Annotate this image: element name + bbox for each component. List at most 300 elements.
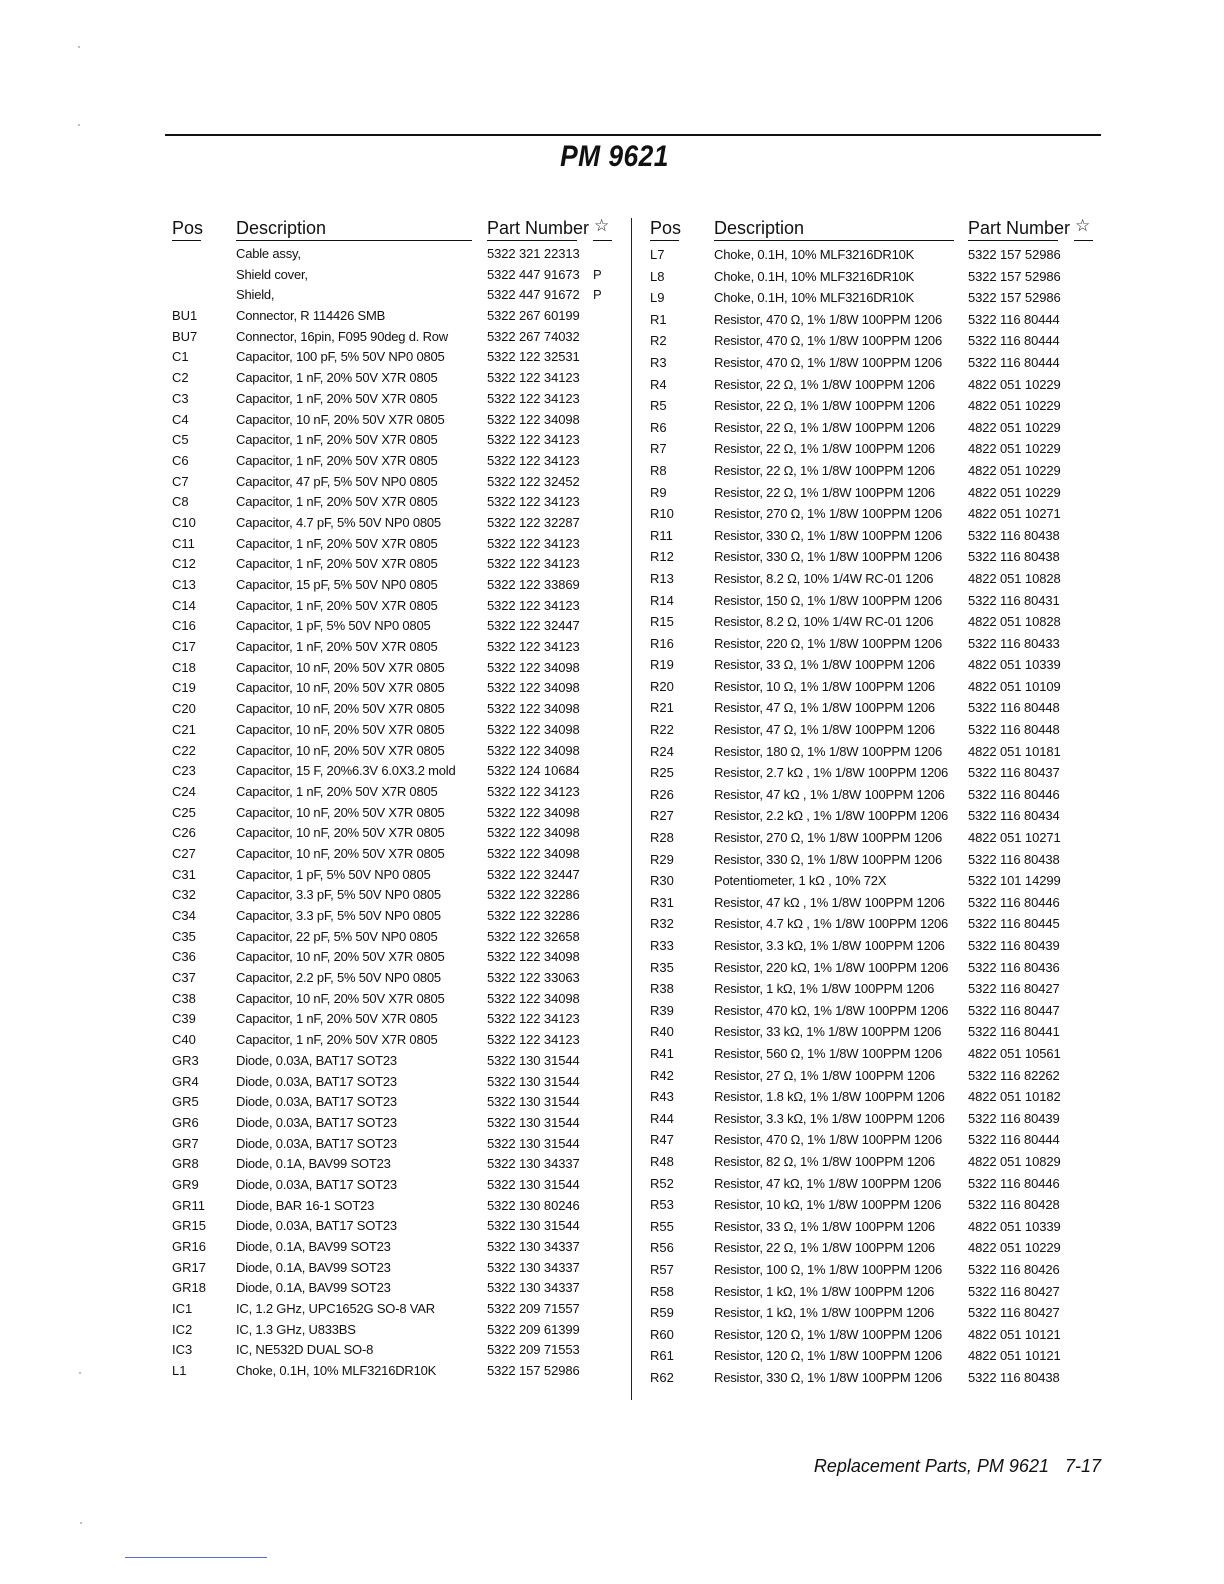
header-underline	[714, 240, 954, 241]
pos-cell: C20	[172, 701, 196, 717]
part-number-cell: 5322 116 80439	[968, 1110, 1060, 1126]
table-row	[172, 1299, 624, 1320]
part-number-cell: 5322 122 32658	[487, 928, 580, 944]
pos-cell: C17	[172, 639, 196, 655]
scan-speck	[80, 1522, 82, 1524]
top-rule	[165, 134, 1101, 136]
part-number-cell: 5322 122 32531	[487, 349, 580, 365]
part-number-cell: 5322 122 33869	[487, 577, 580, 592]
bottom-link-line	[125, 1557, 267, 1558]
part-number-cell: 5322 116 80438	[968, 527, 1060, 543]
table-row	[172, 554, 624, 575]
table-row	[172, 678, 624, 699]
pos-cell: C40	[172, 1032, 196, 1048]
part-number-cell: 5322 116 80444	[968, 354, 1060, 370]
pos-cell: GR16	[172, 1239, 206, 1254]
table-row	[650, 611, 1102, 633]
part-number-cell: 5322 130 31544	[487, 1094, 580, 1110]
pos-cell: C6	[172, 452, 189, 468]
table-row	[650, 287, 1102, 309]
description-cell: Capacitor, 3.3 pF, 5% 50V NP0 0805	[236, 887, 441, 903]
description-cell: Capacitor, 100 pF, 5% 50V NP0 0805	[236, 349, 445, 365]
part-number-cell: 5322 116 80431	[968, 592, 1060, 608]
table-row	[650, 1065, 1102, 1087]
pos-cell: C34	[172, 908, 196, 923]
pos-cell: C35	[172, 928, 196, 944]
table-row	[172, 1009, 624, 1030]
parts-table-right	[650, 216, 1102, 1388]
part-number-cell: 5322 122 34098	[487, 804, 580, 820]
header-underline	[968, 240, 1058, 241]
description-cell: Capacitor, 10 nF, 20% 50V X7R 0805	[236, 721, 445, 737]
table-row	[172, 596, 624, 617]
part-number-cell: 5322 130 31544	[487, 1114, 580, 1130]
table-row	[172, 1196, 624, 1217]
part-number-cell: 5322 116 82262	[968, 1067, 1060, 1083]
description-cell: Resistor, 47 kΩ , 1% 1/8W 100PPM 1206	[714, 786, 945, 802]
header-description: Description	[714, 218, 805, 238]
part-number-cell: 5322 116 80434	[968, 808, 1060, 824]
part-number-cell: 5322 130 34337	[487, 1239, 580, 1254]
table-row	[650, 1367, 1102, 1389]
right-rows	[650, 244, 1102, 1388]
pos-cell: R30	[650, 873, 674, 889]
table-row	[650, 1000, 1102, 1022]
pos-cell: R22	[650, 722, 674, 738]
pos-cell: GR17	[172, 1259, 206, 1275]
part-number-cell: 5322 122 34123	[487, 639, 580, 655]
pos-cell: GR4	[172, 1073, 199, 1089]
part-number-cell: 5322 130 31544	[487, 1052, 580, 1068]
table-row	[172, 865, 624, 886]
description-cell: Capacitor, 10 nF, 20% 50V X7R 0805	[236, 949, 445, 965]
part-number-cell: 5322 209 61399	[487, 1321, 580, 1337]
table-row	[172, 430, 624, 451]
description-cell: Choke, 0.1H, 10% MLF3216DR10K	[236, 1363, 437, 1379]
pos-cell: R5	[650, 398, 667, 414]
table-row	[172, 347, 624, 368]
description-cell: Capacitor, 2.2 pF, 5% 50V NP0 0805	[236, 970, 441, 986]
part-number-cell: 5322 122 34098	[487, 845, 580, 861]
pos-cell: C36	[172, 949, 196, 965]
description-cell: Resistor, 33 Ω, 1% 1/8W 100PPM 1206	[714, 1218, 935, 1234]
table-row	[172, 844, 624, 865]
part-number-cell: 5322 116 80448	[968, 700, 1060, 716]
table-row	[650, 1216, 1102, 1238]
parts-table-left	[172, 216, 624, 1382]
pos-cell: BU1	[172, 308, 198, 324]
pos-cell: L9	[650, 290, 665, 306]
pos-cell: L8	[650, 268, 665, 284]
pos-cell: C11	[172, 535, 195, 551]
description-cell: Diode, 0.1A, BAV99 SOT23	[236, 1280, 391, 1296]
pos-cell: GR18	[172, 1280, 206, 1296]
table-row	[650, 697, 1102, 719]
description-cell: Resistor, 22 Ω, 1% 1/8W 100PPM 1206	[714, 484, 935, 500]
pos-cell: IC1	[172, 1301, 193, 1317]
description-cell: Connector, 16pin, F095 90deg d. Row	[236, 328, 448, 344]
table-row	[650, 525, 1102, 547]
part-number-cell: 5322 116 80438	[968, 851, 1060, 867]
table-row	[650, 957, 1102, 979]
table-row	[172, 927, 624, 948]
part-number-cell: 5322 157 52986	[968, 268, 1061, 284]
table-row	[650, 590, 1102, 612]
table-row	[650, 676, 1102, 698]
pos-cell: C12	[172, 556, 196, 572]
pos-cell: R12	[650, 549, 674, 565]
table-row	[172, 1113, 624, 1134]
description-cell: Diode, 0.03A, BAT17 SOT23	[236, 1094, 397, 1110]
description-cell: Diode, 0.1A, BAV99 SOT23	[236, 1259, 391, 1275]
description-cell: Resistor, 22 Ω, 1% 1/8W 100PPM 1206	[714, 419, 935, 435]
table-row	[172, 699, 624, 720]
pos-cell: R60	[650, 1326, 674, 1342]
table-row	[650, 1259, 1102, 1281]
part-number-cell: 5322 116 80438	[968, 1369, 1060, 1385]
part-number-cell: 5322 122 34123	[487, 1011, 580, 1027]
pos-cell: C5	[172, 432, 189, 448]
part-number-cell: 4822 051 10229	[968, 484, 1061, 500]
description-cell: Resistor, 22 Ω, 1% 1/8W 100PPM 1206	[714, 376, 935, 392]
table-row	[172, 1258, 624, 1279]
part-number-cell: 5322 130 31544	[487, 1218, 580, 1234]
pos-cell: R3	[650, 354, 667, 370]
description-cell: Resistor, 22 Ω, 1% 1/8W 100PPM 1206	[714, 462, 935, 478]
pos-cell: C10	[172, 514, 196, 530]
table-row	[650, 978, 1102, 1000]
pos-cell: C21	[172, 721, 196, 737]
part-number-cell: 5322 122 34098	[487, 701, 580, 717]
description-cell: Capacitor, 1 nF, 20% 50V X7R 0805	[236, 390, 438, 406]
table-row	[172, 1320, 624, 1341]
table-row	[172, 1051, 624, 1072]
description-cell: Capacitor, 1 nF, 20% 50V X7R 0805	[236, 639, 438, 655]
description-cell: Resistor, 330 Ω, 1% 1/8W 100PPM 1206	[714, 549, 942, 565]
pos-cell: R28	[650, 830, 674, 846]
part-number-cell: 4822 051 10271	[968, 830, 1061, 846]
part-number-cell: 5322 122 34098	[487, 825, 580, 841]
header-underline	[172, 240, 201, 241]
part-number-cell: 4822 051 10109	[968, 678, 1061, 694]
description-cell: Choke, 0.1H, 10% MLF3216DR10K	[714, 247, 915, 262]
part-number-cell: 5322 116 80448	[968, 722, 1060, 738]
description-cell: Capacitor, 15 pF, 5% 50V NP0 0805	[236, 577, 438, 592]
table-row	[172, 451, 624, 472]
pos-cell: R27	[650, 808, 674, 824]
part-number-cell: 4822 051 10561	[968, 1045, 1061, 1061]
description-cell: Resistor, 330 Ω, 1% 1/8W 100PPM 1206	[714, 851, 942, 867]
table-row	[172, 492, 624, 513]
table-row	[172, 947, 624, 968]
table-row	[172, 1278, 624, 1299]
pos-cell: R58	[650, 1283, 674, 1299]
part-number-cell: 5322 122 34123	[487, 535, 580, 551]
part-number-cell: 5322 209 71553	[487, 1342, 580, 1358]
description-cell: Resistor, 47 kΩ , 1% 1/8W 100PPM 1206	[714, 894, 945, 910]
table-row	[650, 546, 1102, 568]
header-underline	[1074, 240, 1093, 241]
description-cell: Capacitor, 22 pF, 5% 50V NP0 0805	[236, 928, 438, 944]
description-cell: Resistor, 10 Ω, 1% 1/8W 100PPM 1206	[714, 678, 935, 694]
pos-cell: R20	[650, 678, 674, 694]
part-number-cell: 5322 116 80446	[968, 786, 1060, 802]
part-number-cell: 4822 051 10229	[968, 1240, 1061, 1256]
part-number-cell: 5322 116 80427	[968, 1283, 1060, 1299]
part-number-cell: 5322 116 80438	[968, 549, 1060, 565]
part-number-cell: 4822 051 10829	[968, 1153, 1061, 1169]
part-number-cell: 5322 122 34098	[487, 411, 580, 427]
part-number-cell: 5322 116 80446	[968, 1175, 1060, 1191]
table-row	[650, 330, 1102, 352]
header-underline	[593, 240, 612, 241]
part-number-cell: 5322 116 80446	[968, 894, 1060, 910]
pos-cell: R33	[650, 938, 674, 953]
pos-cell: GR7	[172, 1135, 199, 1151]
part-number-cell: 5322 267 74032	[487, 328, 580, 344]
description-cell: Capacitor, 1 nF, 20% 50V X7R 0805	[236, 597, 438, 613]
description-cell: Resistor, 4.7 kΩ , 1% 1/8W 100PPM 1206	[714, 916, 949, 932]
part-number-cell: 5322 122 32287	[487, 514, 580, 530]
table-row	[172, 575, 624, 596]
part-number-cell: 5322 122 34123	[487, 783, 580, 799]
part-number-cell: 5322 122 34123	[487, 597, 580, 613]
table-row	[650, 892, 1102, 914]
pos-cell: C14	[172, 597, 196, 613]
part-number-cell: 4822 051 10339	[968, 1218, 1061, 1234]
part-number-cell: 5322 116 80427	[968, 1305, 1060, 1321]
pos-cell: R15	[650, 614, 674, 630]
pos-cell: GR11	[172, 1197, 205, 1213]
table-row	[650, 460, 1102, 482]
pos-cell: R32	[650, 916, 674, 932]
part-number-cell: 5322 122 32286	[487, 908, 580, 923]
pos-cell: GR3	[172, 1052, 199, 1068]
pos-cell: GR15	[172, 1218, 206, 1234]
table-row	[650, 913, 1102, 935]
pos-cell: R39	[650, 1002, 674, 1018]
part-number-cell: 5322 122 34098	[487, 949, 580, 965]
description-cell: Capacitor, 1 pF, 5% 50V NP0 0805	[236, 866, 431, 882]
description-cell: Capacitor, 10 nF, 20% 50V X7R 0805	[236, 804, 445, 820]
description-cell: Resistor, 3.3 kΩ, 1% 1/8W 100PPM 1206	[714, 938, 945, 953]
table-row	[172, 1154, 624, 1175]
part-number-cell: 4822 051 10229	[968, 398, 1061, 414]
table-row	[650, 633, 1102, 655]
part-number-cell: 5322 122 34123	[487, 452, 580, 468]
description-cell: Resistor, 47 Ω, 1% 1/8W 100PPM 1206	[714, 722, 935, 738]
part-number-cell: 5322 116 80444	[968, 1132, 1060, 1148]
part-number-cell: 5322 122 34098	[487, 659, 580, 675]
footer-text: Replacement Parts, PM 9621	[813, 1456, 1049, 1476]
part-number-cell: 5322 116 80445	[968, 916, 1060, 932]
pos-cell: R16	[650, 635, 674, 651]
table-row	[650, 654, 1102, 676]
pos-cell: R53	[650, 1197, 674, 1213]
table-row	[172, 265, 624, 286]
pos-cell: R41	[650, 1045, 674, 1061]
description-cell: Capacitor, 1 pF, 5% 50V NP0 0805	[236, 618, 431, 634]
table-row	[172, 741, 624, 762]
description-cell: Diode, 0.1A, BAV99 SOT23	[236, 1239, 391, 1254]
pos-cell: R57	[650, 1261, 674, 1277]
table-row	[172, 906, 624, 927]
description-cell: Shield cover,	[236, 266, 308, 282]
description-cell: Capacitor, 1 nF, 20% 50V X7R 0805	[236, 1032, 438, 1048]
description-cell: IC, NE532D DUAL SO-8	[236, 1342, 374, 1358]
pos-cell: R43	[650, 1089, 674, 1105]
part-number-cell: 5322 124 10684	[487, 763, 580, 779]
table-row	[172, 803, 624, 824]
description-cell: Capacitor, 1 nF, 20% 50V X7R 0805	[236, 783, 438, 799]
table-row	[172, 472, 624, 493]
description-cell: Choke, 0.1H, 10% MLF3216DR10K	[714, 290, 915, 306]
table-row	[650, 1302, 1102, 1324]
table-row	[650, 352, 1102, 374]
part-number-cell: 5322 116 80447	[968, 1002, 1060, 1018]
part-number-cell: 5322 122 34123	[487, 432, 580, 448]
pos-cell: R59	[650, 1305, 674, 1321]
part-number-cell: 4822 051 10181	[968, 743, 1061, 759]
table-row	[650, 827, 1102, 849]
part-number-cell: 4822 051 10121	[968, 1326, 1061, 1342]
description-cell: Capacitor, 47 pF, 5% 50V NP0 0805	[236, 473, 438, 489]
header-pos: Pos	[172, 218, 204, 238]
pos-cell: R2	[650, 333, 667, 349]
description-cell: Resistor, 470 Ω, 1% 1/8W 100PPM 1206	[714, 354, 942, 370]
table-row	[650, 1237, 1102, 1259]
table-row	[172, 368, 624, 389]
pos-cell: C16	[172, 618, 196, 634]
pos-cell: IC2	[172, 1321, 193, 1337]
description-cell: Resistor, 33 Ω, 1% 1/8W 100PPM 1206	[714, 657, 935, 673]
description-cell: Capacitor, 1 nF, 20% 50V X7R 0805	[236, 494, 438, 510]
description-cell: Resistor, 220 Ω, 1% 1/8W 100PPM 1206	[714, 635, 942, 651]
description-cell: Resistor, 82 Ω, 1% 1/8W 100PPM 1206	[714, 1153, 935, 1169]
part-number-cell: 4822 051 10229	[968, 419, 1061, 435]
part-number-cell: 5322 116 80428	[968, 1197, 1060, 1213]
description-cell: Capacitor, 4.7 pF, 5% 50V NP0 0805	[236, 514, 441, 530]
flag-cell: P	[593, 287, 602, 303]
pos-cell: R31	[650, 894, 674, 910]
pos-cell: R9	[650, 484, 667, 500]
description-cell: Resistor, 120 Ω, 1% 1/8W 100PPM 1206	[714, 1348, 942, 1364]
description-cell: Capacitor, 3.3 pF, 5% 50V NP0 0805	[236, 908, 441, 923]
pos-cell: C4	[172, 411, 189, 427]
table-row	[650, 1324, 1102, 1346]
table-row	[172, 885, 624, 906]
table-row	[650, 374, 1102, 396]
scan-speck	[78, 124, 80, 126]
description-cell: Resistor, 120 Ω, 1% 1/8W 100PPM 1206	[714, 1326, 942, 1342]
pos-cell: C32	[172, 887, 196, 903]
part-number-cell: 5322 130 34337	[487, 1259, 580, 1275]
description-cell: Resistor, 33 kΩ, 1% 1/8W 100PPM 1206	[714, 1024, 942, 1040]
pos-cell: R61	[650, 1348, 674, 1364]
table-row	[172, 1175, 624, 1196]
part-number-cell: 5322 122 32447	[487, 618, 580, 634]
table-row	[172, 658, 624, 679]
table-row	[650, 762, 1102, 784]
left-rows	[172, 244, 624, 1382]
header-description: Description	[236, 218, 327, 238]
description-cell: Diode, 0.03A, BAT17 SOT23	[236, 1114, 397, 1130]
description-cell: Capacitor, 1 nF, 20% 50V X7R 0805	[236, 432, 438, 448]
pos-cell: R21	[650, 700, 674, 716]
description-cell: Potentiometer, 1 kΩ , 10% 72X	[714, 873, 887, 889]
table-row	[172, 968, 624, 989]
description-cell: Resistor, 8.2 Ω, 10% 1/4W RC-01 1206	[714, 614, 934, 630]
pos-cell: R56	[650, 1240, 674, 1256]
pos-cell: GR6	[172, 1114, 199, 1130]
header-underline	[650, 240, 679, 241]
part-number-cell: 4822 051 10828	[968, 570, 1061, 586]
pos-cell: C7	[172, 473, 189, 489]
table-row	[172, 637, 624, 658]
table-row	[172, 1092, 624, 1113]
description-cell: Resistor, 22 Ω, 1% 1/8W 100PPM 1206	[714, 398, 935, 414]
table-row	[650, 1021, 1102, 1043]
table-row	[172, 989, 624, 1010]
table-row	[172, 327, 624, 348]
pos-cell: R11	[650, 527, 673, 543]
part-number-cell: 5322 122 34098	[487, 742, 580, 758]
part-number-cell: 5322 157 52986	[487, 1363, 580, 1379]
part-number-cell: 5322 122 33063	[487, 970, 580, 986]
pos-cell: C27	[172, 845, 196, 861]
description-cell: Capacitor, 10 nF, 20% 50V X7R 0805	[236, 990, 445, 1006]
pos-cell: R8	[650, 462, 667, 478]
page-number: 7-17	[1064, 1456, 1101, 1476]
description-cell: Diode, 0.1A, BAV99 SOT23	[236, 1156, 391, 1172]
part-number-cell: 5322 122 34123	[487, 370, 580, 386]
pos-cell: R38	[650, 981, 674, 997]
table-row	[650, 395, 1102, 417]
part-number-cell: 5322 116 80433	[968, 635, 1060, 651]
part-number-cell: 5322 116 80441	[968, 1024, 1060, 1040]
description-cell: IC, 1.3 GHz, U833BS	[236, 1321, 356, 1337]
description-cell: Resistor, 1 kΩ, 1% 1/8W 100PPM 1206	[714, 1305, 935, 1321]
part-number-cell: 5322 122 34098	[487, 680, 580, 696]
pos-cell: R13	[650, 570, 674, 586]
table-row	[172, 823, 624, 844]
table-row	[172, 720, 624, 741]
description-cell: Diode, 0.03A, BAT17 SOT23	[236, 1135, 397, 1151]
part-number-cell: 5322 157 52986	[968, 290, 1061, 306]
table-row	[650, 503, 1102, 525]
description-cell: Capacitor, 10 nF, 20% 50V X7R 0805	[236, 742, 445, 758]
description-cell: Choke, 0.1H, 10% MLF3216DR10K	[714, 268, 915, 284]
description-cell: Diode, 0.03A, BAT17 SOT23	[236, 1218, 397, 1234]
description-cell: Resistor, 470 Ω, 1% 1/8W 100PPM 1206	[714, 311, 942, 327]
table-row	[650, 870, 1102, 892]
part-number-cell: 5322 122 34123	[487, 1032, 580, 1048]
pos-cell: C39	[172, 1011, 196, 1027]
description-cell: Resistor, 330 Ω, 1% 1/8W 100PPM 1206	[714, 1369, 942, 1385]
part-number-cell: 5322 122 34123	[487, 494, 580, 510]
table-row	[650, 1194, 1102, 1216]
part-number-cell: 5322 122 34098	[487, 721, 580, 737]
part-number-cell: 4822 051 10271	[968, 506, 1061, 522]
pos-cell: C24	[172, 783, 196, 799]
star-icon: ☆	[594, 216, 610, 235]
description-cell: Resistor, 100 Ω, 1% 1/8W 100PPM 1206	[714, 1261, 942, 1277]
table-row	[650, 1129, 1102, 1151]
pos-cell: R52	[650, 1175, 674, 1191]
description-cell: Resistor, 470 Ω, 1% 1/8W 100PPM 1206	[714, 1132, 942, 1148]
description-cell: Resistor, 1.8 kΩ, 1% 1/8W 100PPM 1206	[714, 1089, 945, 1105]
pos-cell: GR9	[172, 1176, 199, 1192]
